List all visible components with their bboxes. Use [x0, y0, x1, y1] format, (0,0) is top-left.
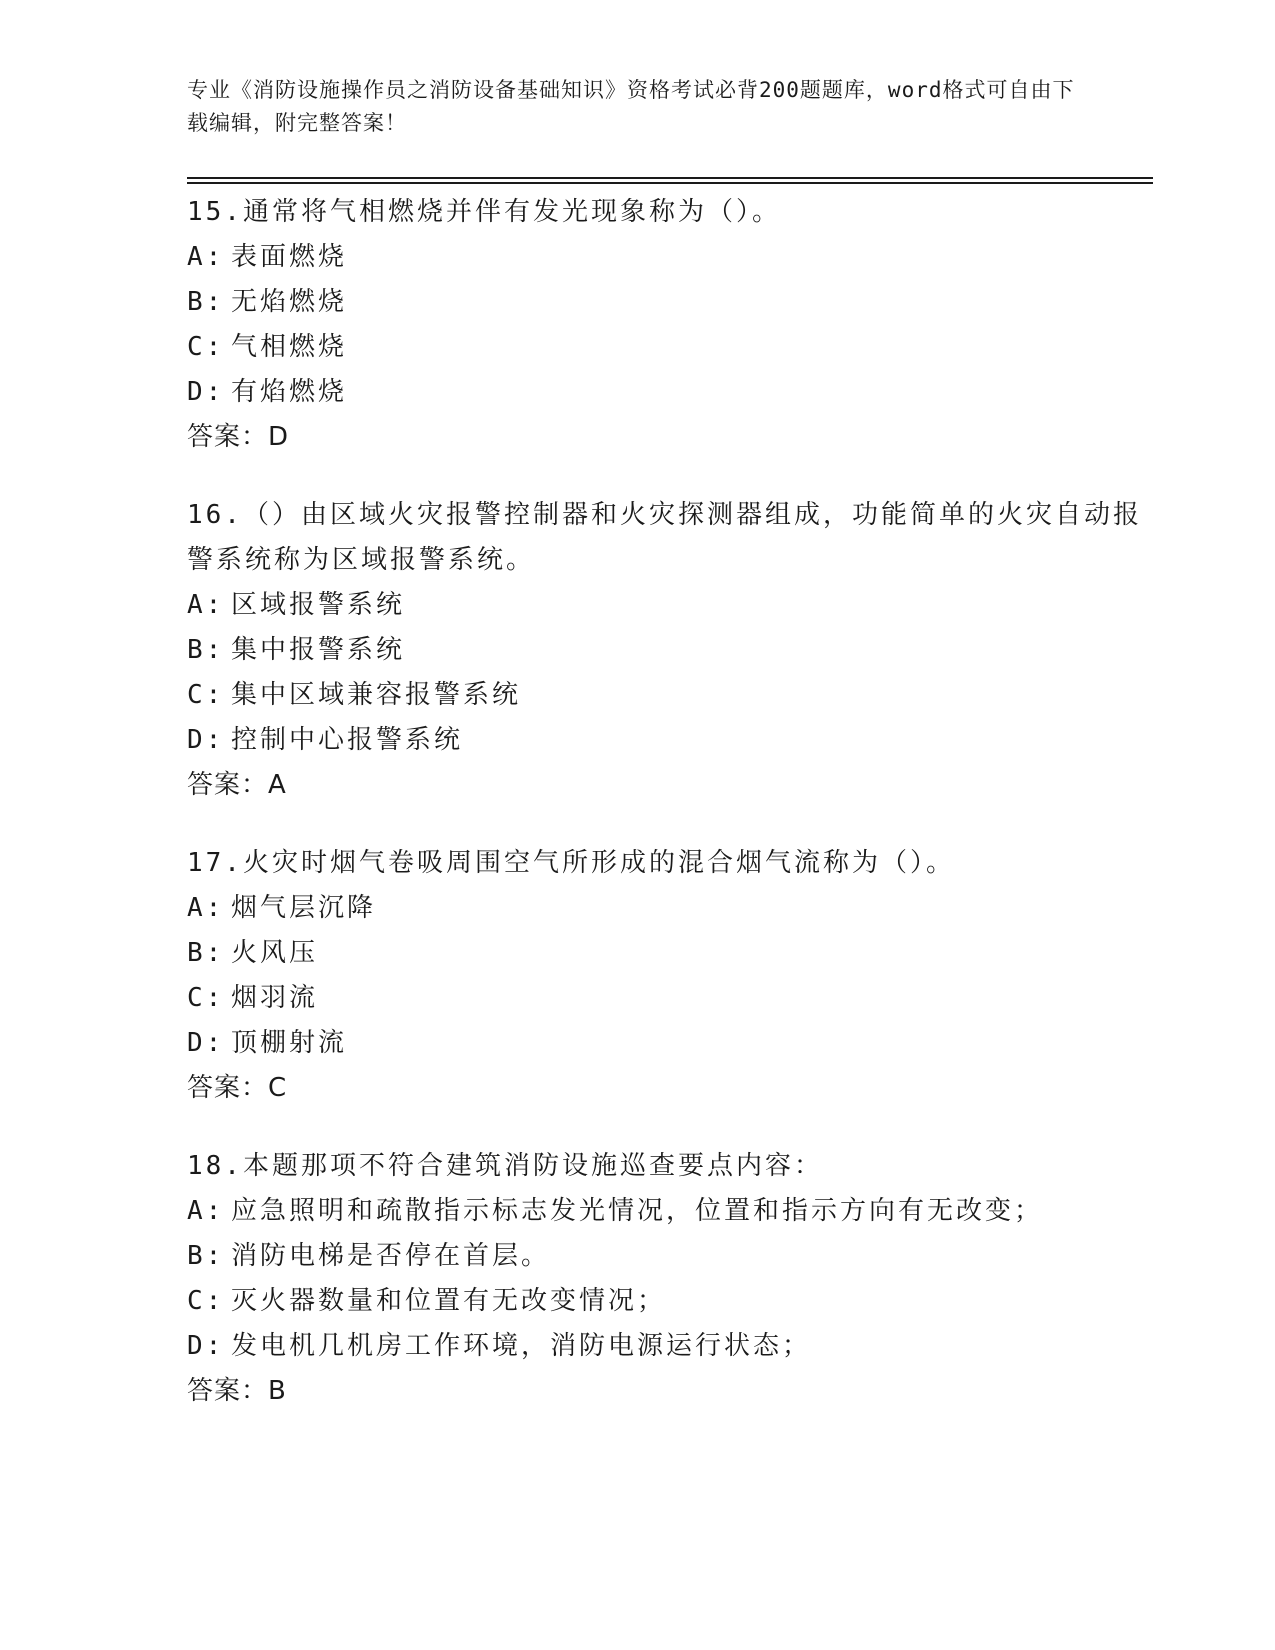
- option-text: 顶棚射流: [231, 1028, 348, 1058]
- option-key: D:: [187, 1028, 225, 1058]
- option-text: 应急照明和疏散指示标志发光情况，位置和指示方向有无改变；: [231, 1196, 1044, 1226]
- option-key: B:: [187, 938, 225, 968]
- question-17: [187, 841, 1147, 1111]
- option-c: [187, 1279, 1147, 1324]
- option-key: C:: [187, 983, 225, 1013]
- header-rule-bottom: [187, 182, 1153, 184]
- question-text: 15.通常将气相燃烧并伴有发光现象称为（）。: [187, 197, 781, 227]
- option-text: 发电机几机房工作环境，消防电源运行状态；: [231, 1331, 812, 1361]
- option-d: [187, 1021, 1147, 1066]
- option-a: [187, 886, 1147, 931]
- question-16: [187, 493, 1147, 808]
- option-text: 控制中心报警系统: [231, 725, 464, 755]
- option-text: 表面燃烧: [231, 242, 348, 272]
- option-key: A:: [187, 1196, 225, 1226]
- option-key: D:: [187, 725, 225, 755]
- option-text: 消防电梯是否停在首层。: [231, 1241, 551, 1271]
- option-a: [187, 1189, 1147, 1234]
- option-key: A:: [187, 242, 225, 272]
- header-rule-top: [187, 177, 1153, 179]
- option-key: D:: [187, 1331, 225, 1361]
- option-key: C:: [187, 332, 225, 362]
- question-list: [187, 190, 1147, 1447]
- option-key: B:: [187, 635, 225, 665]
- document-header: 专业《消防设施操作员之消防设备基础知识》资格考试必背200题题库，word格式可自由下载编辑，附完整答案！: [187, 78, 1075, 135]
- option-b: [187, 628, 1147, 673]
- option-b: [187, 931, 1147, 976]
- option-text: 烟羽流: [231, 983, 319, 1013]
- option-key: D:: [187, 377, 225, 407]
- option-key: C:: [187, 1286, 225, 1316]
- question-text: 16.（）由区域火灾报警控制器和火灾探测器组成，功能简单的火灾自动报警系统称为区域报警系统。: [187, 500, 1142, 575]
- question-text: 18.本题那项不符合建筑消防设施巡查要点内容：: [187, 1151, 823, 1181]
- option-key: C:: [187, 680, 225, 710]
- option-text: 烟气层沉降: [231, 893, 377, 923]
- option-a: [187, 583, 1147, 628]
- answer-line: 答案：D: [187, 422, 290, 452]
- option-b: [187, 1234, 1147, 1279]
- question-18: [187, 1144, 1147, 1414]
- option-text: 有焰燃烧: [231, 377, 348, 407]
- answer-line: 答案：C: [187, 1073, 288, 1103]
- option-text: 火风压: [231, 938, 319, 968]
- question-text: 17.火灾时烟气卷吸周围空气所形成的混合烟气流称为（）。: [187, 848, 955, 878]
- option-text: 灭火器数量和位置有无改变情况；: [231, 1286, 667, 1316]
- option-text: 集中报警系统: [231, 635, 406, 665]
- option-text: 区域报警系统: [231, 590, 406, 620]
- option-c: [187, 673, 1147, 718]
- option-d: [187, 1324, 1147, 1369]
- option-a: [187, 235, 1147, 280]
- option-key: B:: [187, 287, 225, 317]
- option-key: B:: [187, 1241, 225, 1271]
- answer-line: 答案：B: [187, 1376, 287, 1406]
- option-c: [187, 325, 1147, 370]
- option-key: A:: [187, 893, 225, 923]
- option-d: [187, 718, 1147, 763]
- option-key: A:: [187, 590, 225, 620]
- option-text: 无焰燃烧: [231, 287, 348, 317]
- option-text: 集中区域兼容报警系统: [231, 680, 522, 710]
- option-b: [187, 280, 1147, 325]
- option-text: 气相燃烧: [231, 332, 348, 362]
- option-c: [187, 976, 1147, 1021]
- question-15: [187, 190, 1147, 460]
- answer-line: 答案：A: [187, 770, 287, 800]
- option-d: [187, 370, 1147, 415]
